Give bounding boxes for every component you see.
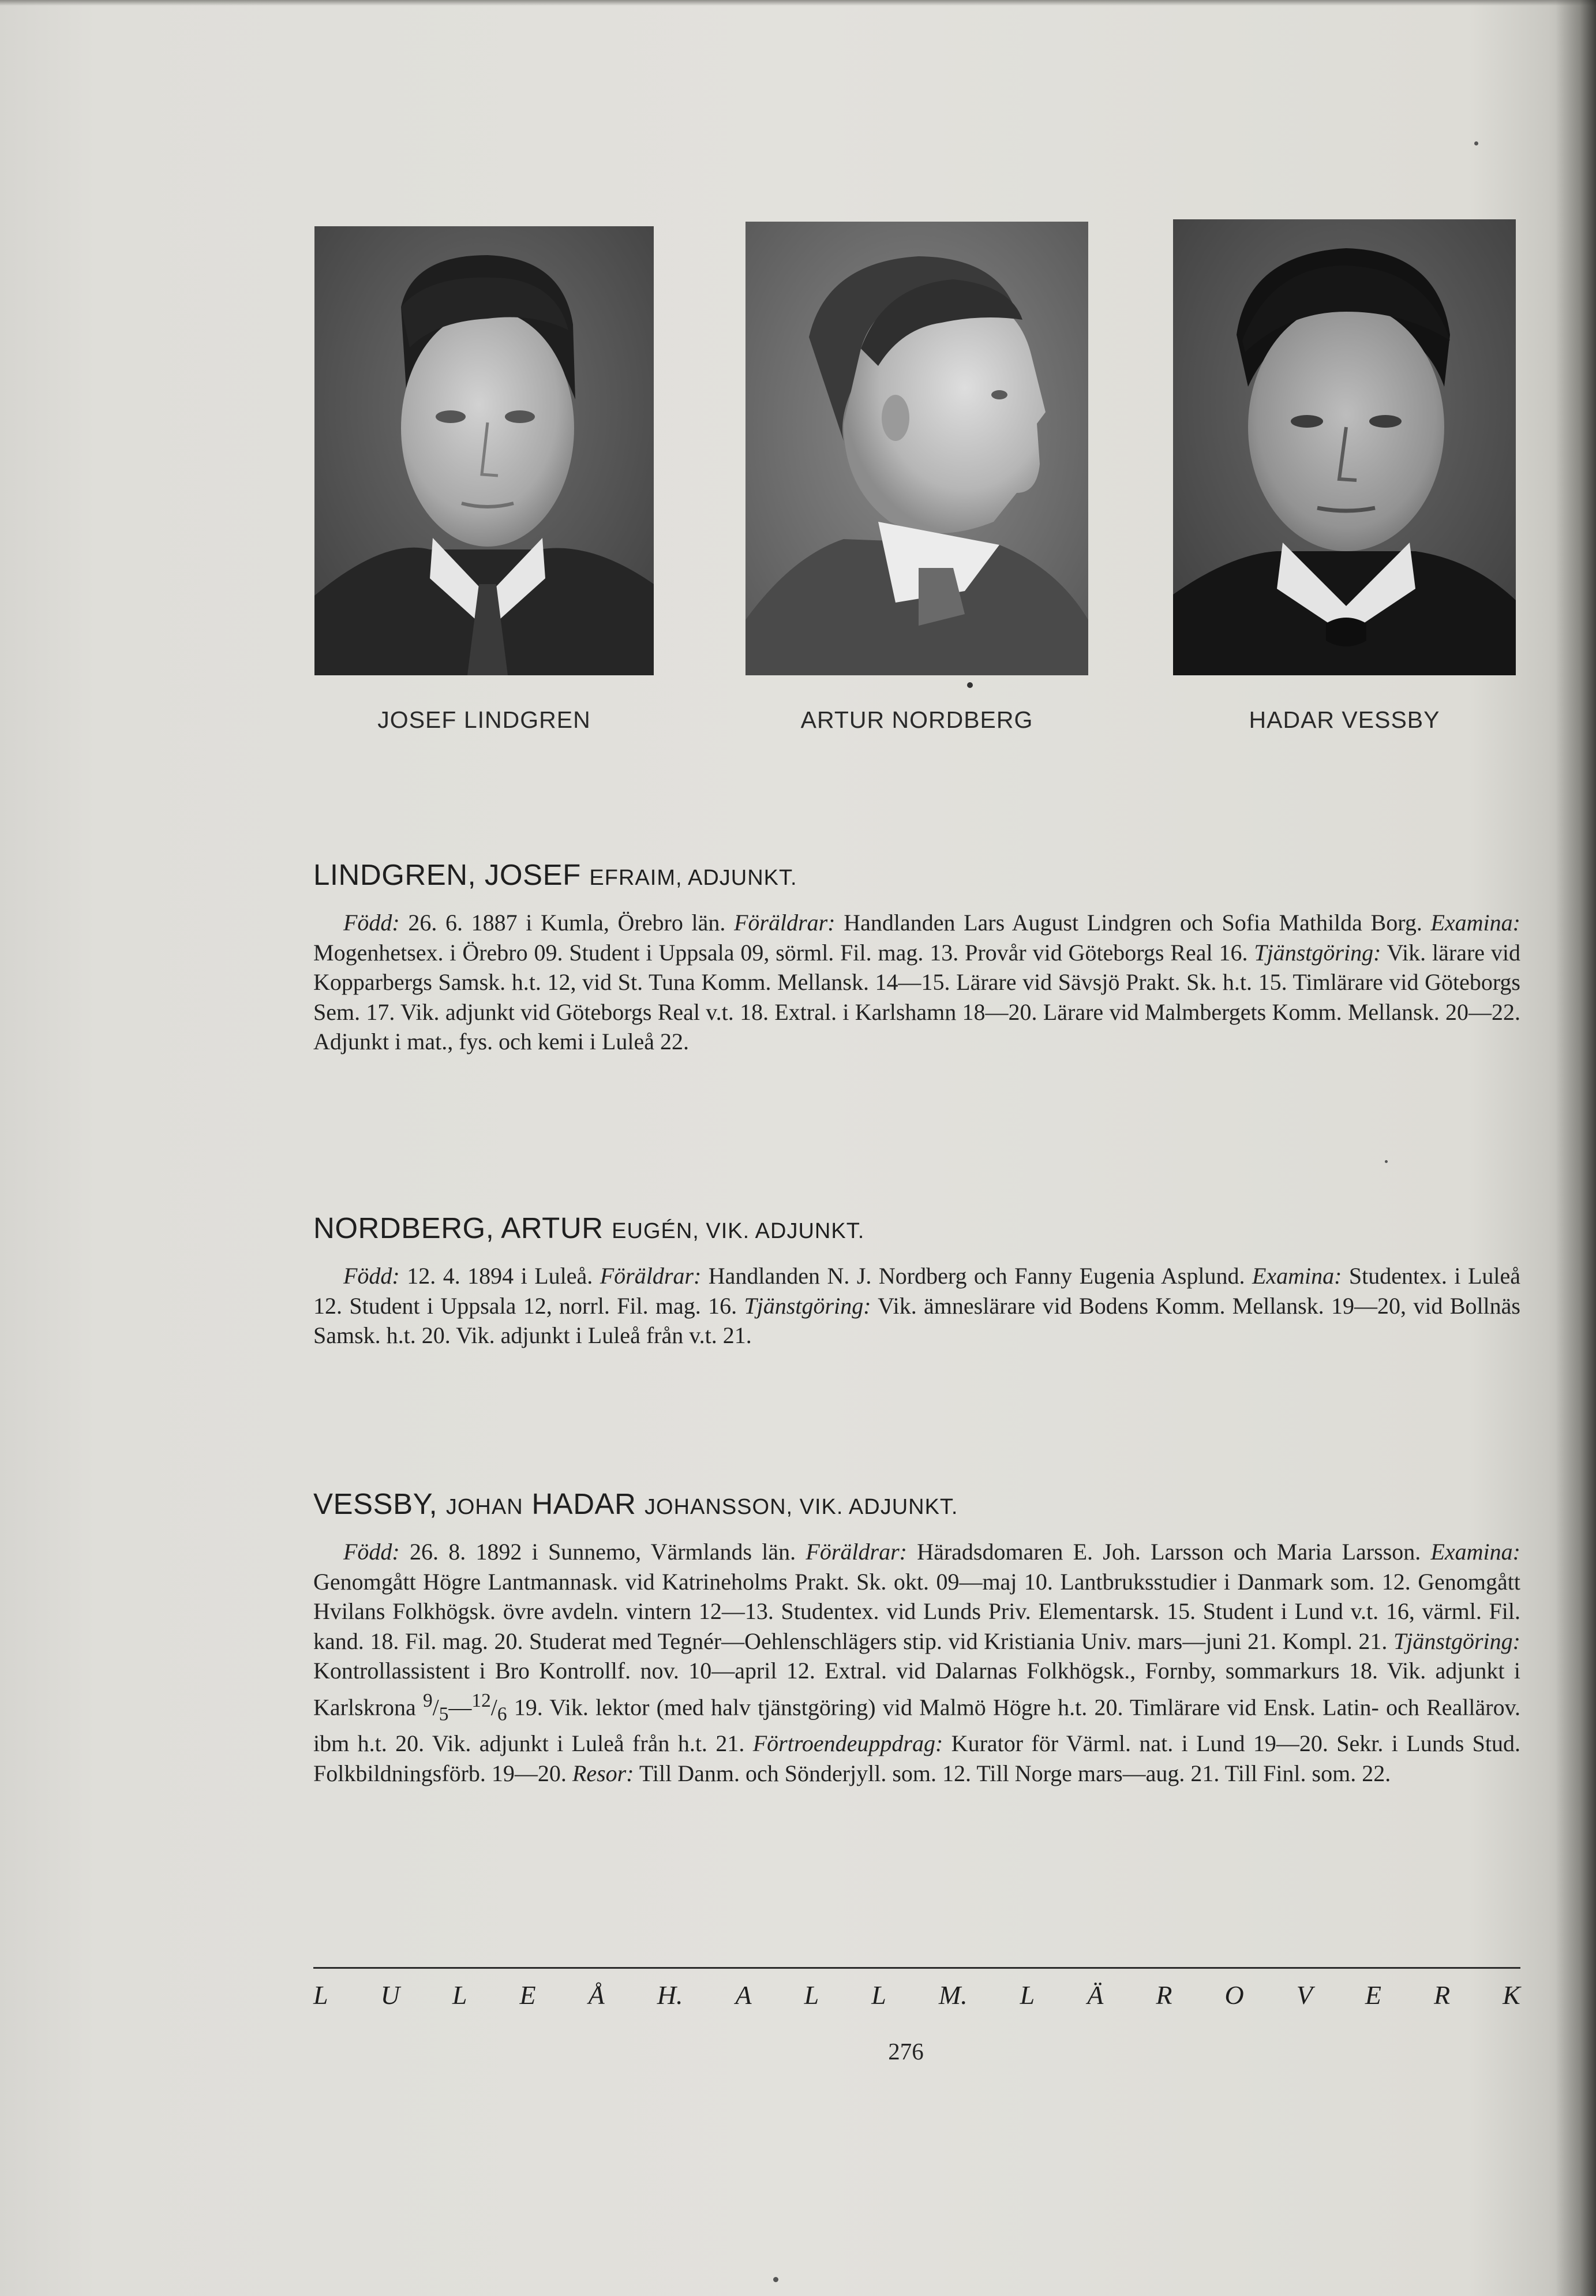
entry-heading bbox=[313, 858, 1520, 895]
entry-heading bbox=[313, 1211, 1520, 1248]
caption-josef-lindgren: JOSEF LINDGREN bbox=[377, 706, 591, 733]
page-top-edge bbox=[0, 0, 1596, 6]
entry-middle-name: HADAR bbox=[531, 1487, 636, 1520]
running-footer-letter: L bbox=[804, 1980, 819, 2010]
running-footer-letter: Å bbox=[588, 1980, 605, 2010]
running-footer-letter: L bbox=[1020, 1980, 1035, 2010]
entry-given-name: JOSEF bbox=[484, 858, 581, 891]
entry-given-name: ARTUR bbox=[501, 1211, 604, 1244]
running-footer-letter: E bbox=[1365, 1980, 1381, 2010]
biography-nordberg bbox=[313, 1211, 1520, 1351]
running-footer-letter: K bbox=[1503, 1980, 1520, 2010]
running-footer-letter: R bbox=[1434, 1980, 1451, 2010]
running-footer-letter: M. bbox=[938, 1980, 968, 2010]
biography-vessby bbox=[313, 1487, 1520, 1788]
running-footer-letter: L bbox=[452, 1980, 467, 2010]
entry-body: Född: 26. 6. 1887 i Kumla, Örebro län. Föräldrar: Handlanden Lars August Lindgren och Sofia Mathilda Borg. Examina: Mogenhetsex. i Örebro 09. Student i Uppsala 09, sörml. Fil. mag. 13. Provår vid Göteborgs Real 16. Tjänstgöring: Vik. lärare vid Kopparbergs Samsk. h.t. 12, vid St. Tuna Komm. Mellansk. 14—15. Lärare vid Sävsjö Prakt. Sk. h.t. 15. Timlärare vid Göteborgs Sem. 17. Vik. adjunkt vid Göteborgs Real v.t. 18. Extral. i Karlshamn 18—20. Lärare vid Malmbergets Komm. Mellansk. 20—22. Adjunkt i mat., fys. och kemi i Luleå 22. bbox=[313, 910, 1520, 1054]
running-footer-letter: L bbox=[871, 1980, 886, 2010]
running-footer-letter: H. bbox=[657, 1980, 683, 2010]
page-binding-shadow bbox=[1556, 0, 1596, 2296]
caption-artur-nordberg: ARTUR NORDBERG bbox=[800, 706, 1033, 733]
biography-lindgren bbox=[313, 858, 1520, 1057]
entry-title: EUGÉN, VIK. ADJUNKT. bbox=[612, 1219, 865, 1243]
entry-body: Född: 12. 4. 1894 i Luleå. Föräldrar: Handlanden N. J. Nordberg och Fanny Eugenia Asplund. Examina: Studentex. i Luleå 12. Student i Uppsala 12, norrl. Fil. mag. 16. Tjänstgöring: Vik. ämneslärare vid Bodens Komm. Mellansk. 19—20, vid Bollnäs Samsk. h.t. 20. Vik. adjunkt i Luleå från v.t. 21. bbox=[313, 1263, 1520, 1348]
print-speck bbox=[1385, 1160, 1388, 1163]
entry-surname: LINDGREN, bbox=[313, 858, 477, 891]
running-footer-letter: R bbox=[1156, 1980, 1172, 2010]
print-speck bbox=[1474, 141, 1478, 145]
portrait-artur-nordberg bbox=[745, 222, 1088, 675]
footer-rule bbox=[313, 1967, 1520, 1969]
print-speck bbox=[773, 2277, 778, 2282]
portrait-hadar-vessby bbox=[1173, 219, 1516, 675]
entry-given-name: JOHAN bbox=[445, 1495, 523, 1519]
running-footer-letter: O bbox=[1224, 1980, 1244, 2010]
page-number: 276 bbox=[888, 2038, 924, 2065]
running-footer bbox=[313, 1980, 1520, 2014]
running-footer-letter: L bbox=[313, 1980, 328, 2010]
entry-title: JOHANSSON, VIK. ADJUNKT. bbox=[645, 1495, 958, 1519]
running-footer-letter: U bbox=[380, 1980, 400, 2010]
entry-surname: NORDBERG, bbox=[313, 1211, 494, 1244]
entry-body: Född: 26. 8. 1892 i Sunnemo, Värmlands län. Föräldrar: Häradsdomaren E. Joh. Larsson och Maria Larsson. Examina: Genomgått Högre Lantmannask. vid Katrineholms Prakt. Sk. okt. 09—maj 10. Lantbruksstudier i Danmark som. 12. Genomgått Hvilans Folkhögsk. övre avdeln. vintern 12—13. Studentex. vid Lunds Priv. Elementarsk. 15. Student i Lund v.t. 16, värml. Fil. kand. 18. Fil. mag. 20. Studerat med Tegnér—Oehlenschlägers stip. vid Kristiania Univ. mars—juni 21. Kompl. 21. Tjänstgöring: Kontrollassistent i Bro Kontrollf. nov. 10—april 12. Extral. vid Dalarnas Folkhögsk., Fornby, sommarkurs 18. Vik. adjunkt i Karlskrona $^9/_5—^{12}/_6$ 19. Vik. lektor (med halv tjänstgöring) vid Malmö Högre h.t. 20. Timlärare vid Ensk. Latin- och Reallärov. ibm h.t. 20. Vik. adjunkt i Luleå från h.t. 21. Förtroendeuppdrag: Kurator för Värml. nat. i Lund 19—20. Sekr. i Lunds Stud. Folkbildningsförb. 19—20. Resor: Till Danm. och Sönderjyll. som. 12. Till Norge mars—aug. 21. Till Finl. som. 22. bbox=[313, 1539, 1521, 1786]
running-footer-letter: A bbox=[735, 1980, 752, 2010]
entry-surname: VESSBY, bbox=[313, 1487, 438, 1520]
entry-title: EFRAIM, ADJUNKT. bbox=[589, 866, 797, 890]
running-footer-letter: Ä bbox=[1087, 1980, 1104, 2010]
portrait-josef-lindgren bbox=[314, 226, 654, 675]
running-footer-letter: V bbox=[1296, 1980, 1313, 2010]
entry-heading bbox=[313, 1487, 1520, 1524]
running-footer-letter: E bbox=[519, 1980, 536, 2010]
caption-hadar-vessby: HADAR VESSBY bbox=[1249, 706, 1440, 733]
print-speck bbox=[967, 682, 973, 688]
